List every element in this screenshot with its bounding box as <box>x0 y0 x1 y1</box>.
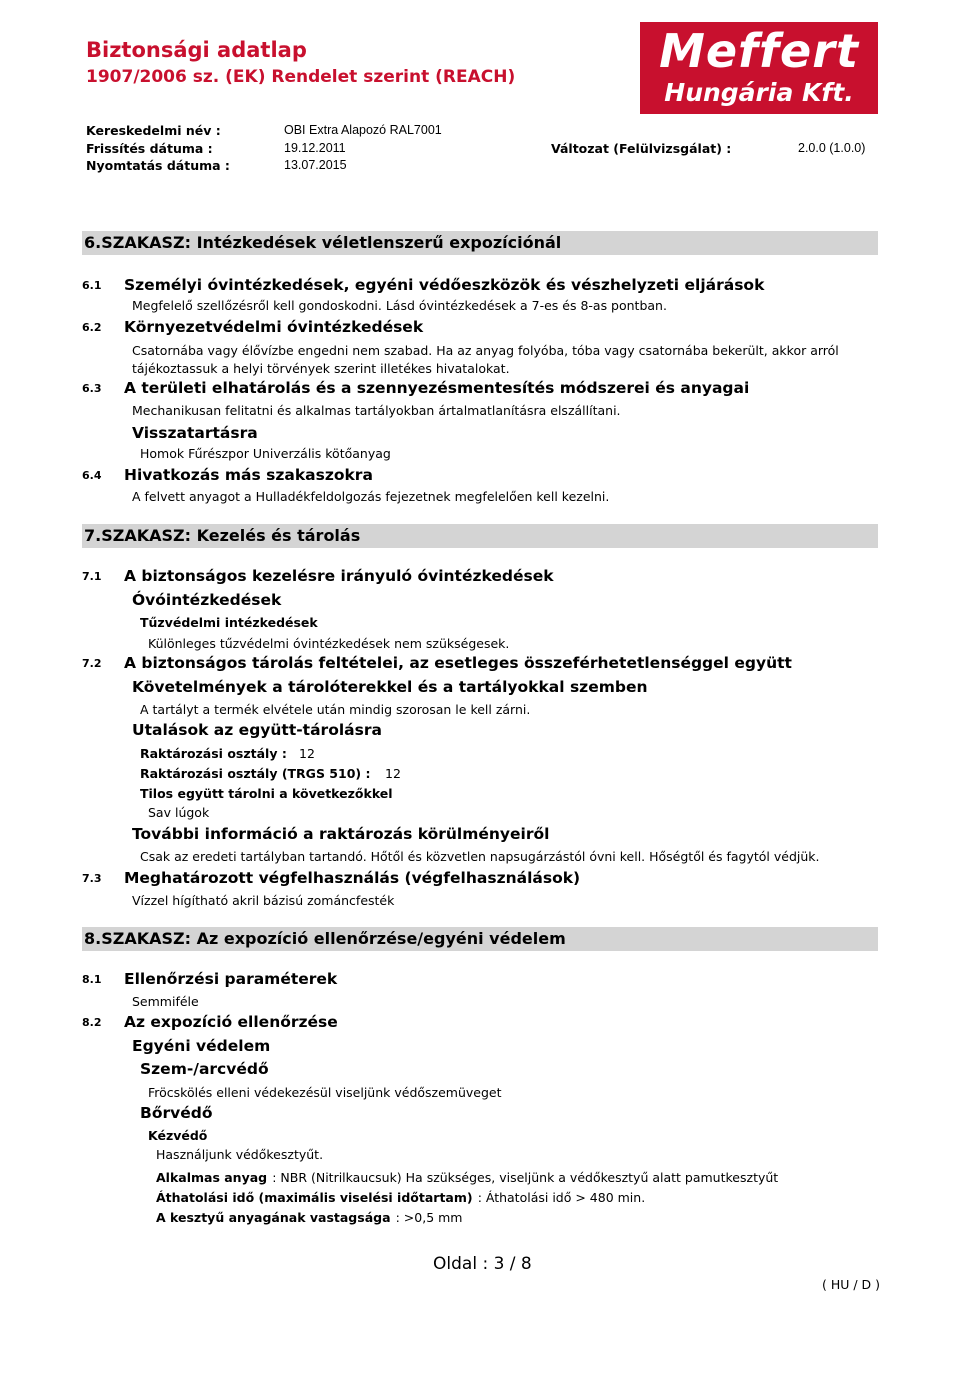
thickness-row <box>156 1207 462 1226</box>
material-label: Alkalmas anyag <box>156 1170 268 1185</box>
subheading-hand-protection: Kézvédő <box>148 1128 208 1143</box>
text-6-3b: Homok Fűrészpor Univerzális kötőanyag <box>140 446 391 461</box>
document-subtitle: 1907/2006 sz. (EK) Rendelet szerint (REACH) <box>86 67 516 87</box>
heading-8-2: Az expozíció ellenőrzése <box>124 1013 338 1031</box>
storage-class-trgs-value: 12 <box>385 766 401 781</box>
version-value: 2.0.0 (1.0.0) <box>798 141 866 155</box>
section-7-bar <box>82 524 878 548</box>
logo-line1: Meffert <box>659 24 859 78</box>
subheading-7-1: Óvóintézkedések <box>132 591 282 609</box>
heading-7-3: Meghatározott végfelhasználás (végfelhasználások) <box>124 869 581 887</box>
item-number: 7.1 <box>82 570 102 583</box>
text-6-2a: Csatornába vagy élővízbe engedni nem szabad. Ha az anyag folyóba, tóba vagy csatornába bekerült, akkor arról <box>132 343 839 358</box>
section-7-title: 7.SZAKASZ: Kezelés és tárolás <box>84 526 361 545</box>
breakthrough-label: Áthatolási idő (maximális viselési időtartam) <box>156 1190 473 1205</box>
heading-7-1: A biztonságos kezelésre irányuló óvintézkedések <box>124 567 554 585</box>
document-title: Biztonsági adatlap <box>86 38 307 62</box>
subheading-skin-protection: Bőrvédő <box>140 1104 213 1122</box>
heading-8-1: Ellenőrzési paraméterek <box>124 970 338 988</box>
revision-date-value: 19.12.2011 <box>284 141 346 155</box>
item-number: 7.3 <box>82 872 102 885</box>
storage-class-label: Raktározási osztály : <box>140 746 287 761</box>
logo-line2: Hungária Kft. <box>664 78 854 107</box>
language-code: ( HU / D ) <box>822 1277 881 1292</box>
item-number: 6.4 <box>82 469 102 482</box>
company-logo <box>640 22 878 114</box>
subheading-eye-protection: Szem-/arcvédő <box>140 1060 269 1078</box>
text-7-2: A tartályt a termék elvétele után mindig szorosan le kell zárni. <box>140 702 531 717</box>
subheading-7-2b: Utalások az együtt-tárolásra <box>132 721 382 739</box>
no-store-label: Tilos együtt tárolni a következőkkel <box>140 786 393 801</box>
section-6-bar <box>82 231 878 255</box>
heading-6-4: Hivatkozás más szakaszokra <box>124 466 373 484</box>
item-number: 6.2 <box>82 321 102 334</box>
trade-name-value: OBI Extra Alapozó RAL7001 <box>284 123 442 137</box>
subheading-7-1b: Tűzvédelmi intézkedések <box>140 615 318 630</box>
heading-6-3: A területi elhatárolás és a szennyezésmentesítés módszerei és anyagai <box>124 379 750 397</box>
text-eye-protection: Fröcskölés elleni védekezésül viseljünk védőszemüveget <box>148 1085 502 1100</box>
print-date-label: Nyomtatás dátuma : <box>86 158 230 173</box>
text-7-2c: Csak az eredeti tartályban tartandó. Hőtől és közvetlen napsugárzástól óvni kell. Hőségtől és fagytól védjük. <box>140 849 820 864</box>
item-number: 8.1 <box>82 973 102 986</box>
subheading-6-3: Visszatartásra <box>132 424 258 442</box>
thickness-value: : >0,5 mm <box>395 1210 463 1225</box>
material-value: : NBR (Nitrilkaucsuk) Ha szükséges, viseljünk a védőkesztyű alatt pamutkesztyűt <box>272 1170 779 1185</box>
revision-date-label: Frissítés dátuma : <box>86 141 213 156</box>
print-date-value: 13.07.2015 <box>284 158 347 172</box>
section-8-bar <box>82 927 878 951</box>
thickness-label: A kesztyű anyagának vastagsága <box>156 1210 391 1225</box>
version-label: Változat (Felülvizsgálat) : <box>551 141 732 156</box>
section-8-title: 8.SZAKASZ: Az expozíció ellenőrzése/egyéni védelem <box>84 929 566 948</box>
text-6-2b: tájékoztassuk a helyi törvények szerint illetékes hivatalokat. <box>132 361 510 376</box>
breakthrough-row <box>156 1187 645 1206</box>
subheading-personal-protection: Egyéni védelem <box>132 1037 271 1055</box>
subheading-7-2c: További információ a raktározás körülményeiről <box>132 825 550 843</box>
item-number: 6.1 <box>82 279 102 292</box>
text-7-3: Vízzel hígítható akril bázisú zománcfesték <box>132 893 395 908</box>
text-6-1: Megfelelő szellőzésről kell gondoskodni. Lásd óvintézkedések a 7-es és 8-as pontban. <box>132 298 667 313</box>
heading-7-2: A biztonságos tárolás feltételei, az esetleges összeférhetetlenséggel együtt <box>124 654 792 672</box>
heading-6-2: Környezetvédelmi óvintézkedések <box>124 318 424 336</box>
text-hand-protection: Használjunk védőkesztyűt. <box>156 1147 324 1162</box>
subheading-7-2: Követelmények a tárolóterekkel és a tartályokkal szemben <box>132 678 648 696</box>
trade-name-label: Kereskedelmi név : <box>86 123 221 138</box>
text-6-3: Mechanikusan felitatni és alkalmas tartályokban ártalmatlanításra elszállítani. <box>132 403 621 418</box>
heading-6-1: Személyi óvintézkedések, egyéni védőeszközök és vészhelyzeti eljárások <box>124 276 765 294</box>
material-row <box>156 1167 778 1186</box>
no-store-value: Sav lúgok <box>148 805 210 820</box>
page-number: Oldal : 3 / 8 <box>433 1254 532 1274</box>
storage-class-trgs-label: Raktározási osztály (TRGS 510) : <box>140 766 371 781</box>
storage-class-value: 12 <box>299 746 315 761</box>
text-7-1: Különleges tűzvédelmi óvintézkedések nem szükségesek. <box>148 636 510 651</box>
breakthrough-value: : Áthatolási idő > 480 min. <box>477 1190 646 1205</box>
section-6-title: 6.SZAKASZ: Intézkedések véletlenszerű expozíciónál <box>84 233 562 252</box>
text-8-1: Semmiféle <box>132 994 199 1009</box>
item-number: 8.2 <box>82 1016 102 1029</box>
item-number: 7.2 <box>82 657 102 670</box>
text-6-4: A felvett anyagot a Hulladékfeldolgozás fejezetnek megfelelően kell kezelni. <box>132 489 610 504</box>
item-number: 6.3 <box>82 382 102 395</box>
